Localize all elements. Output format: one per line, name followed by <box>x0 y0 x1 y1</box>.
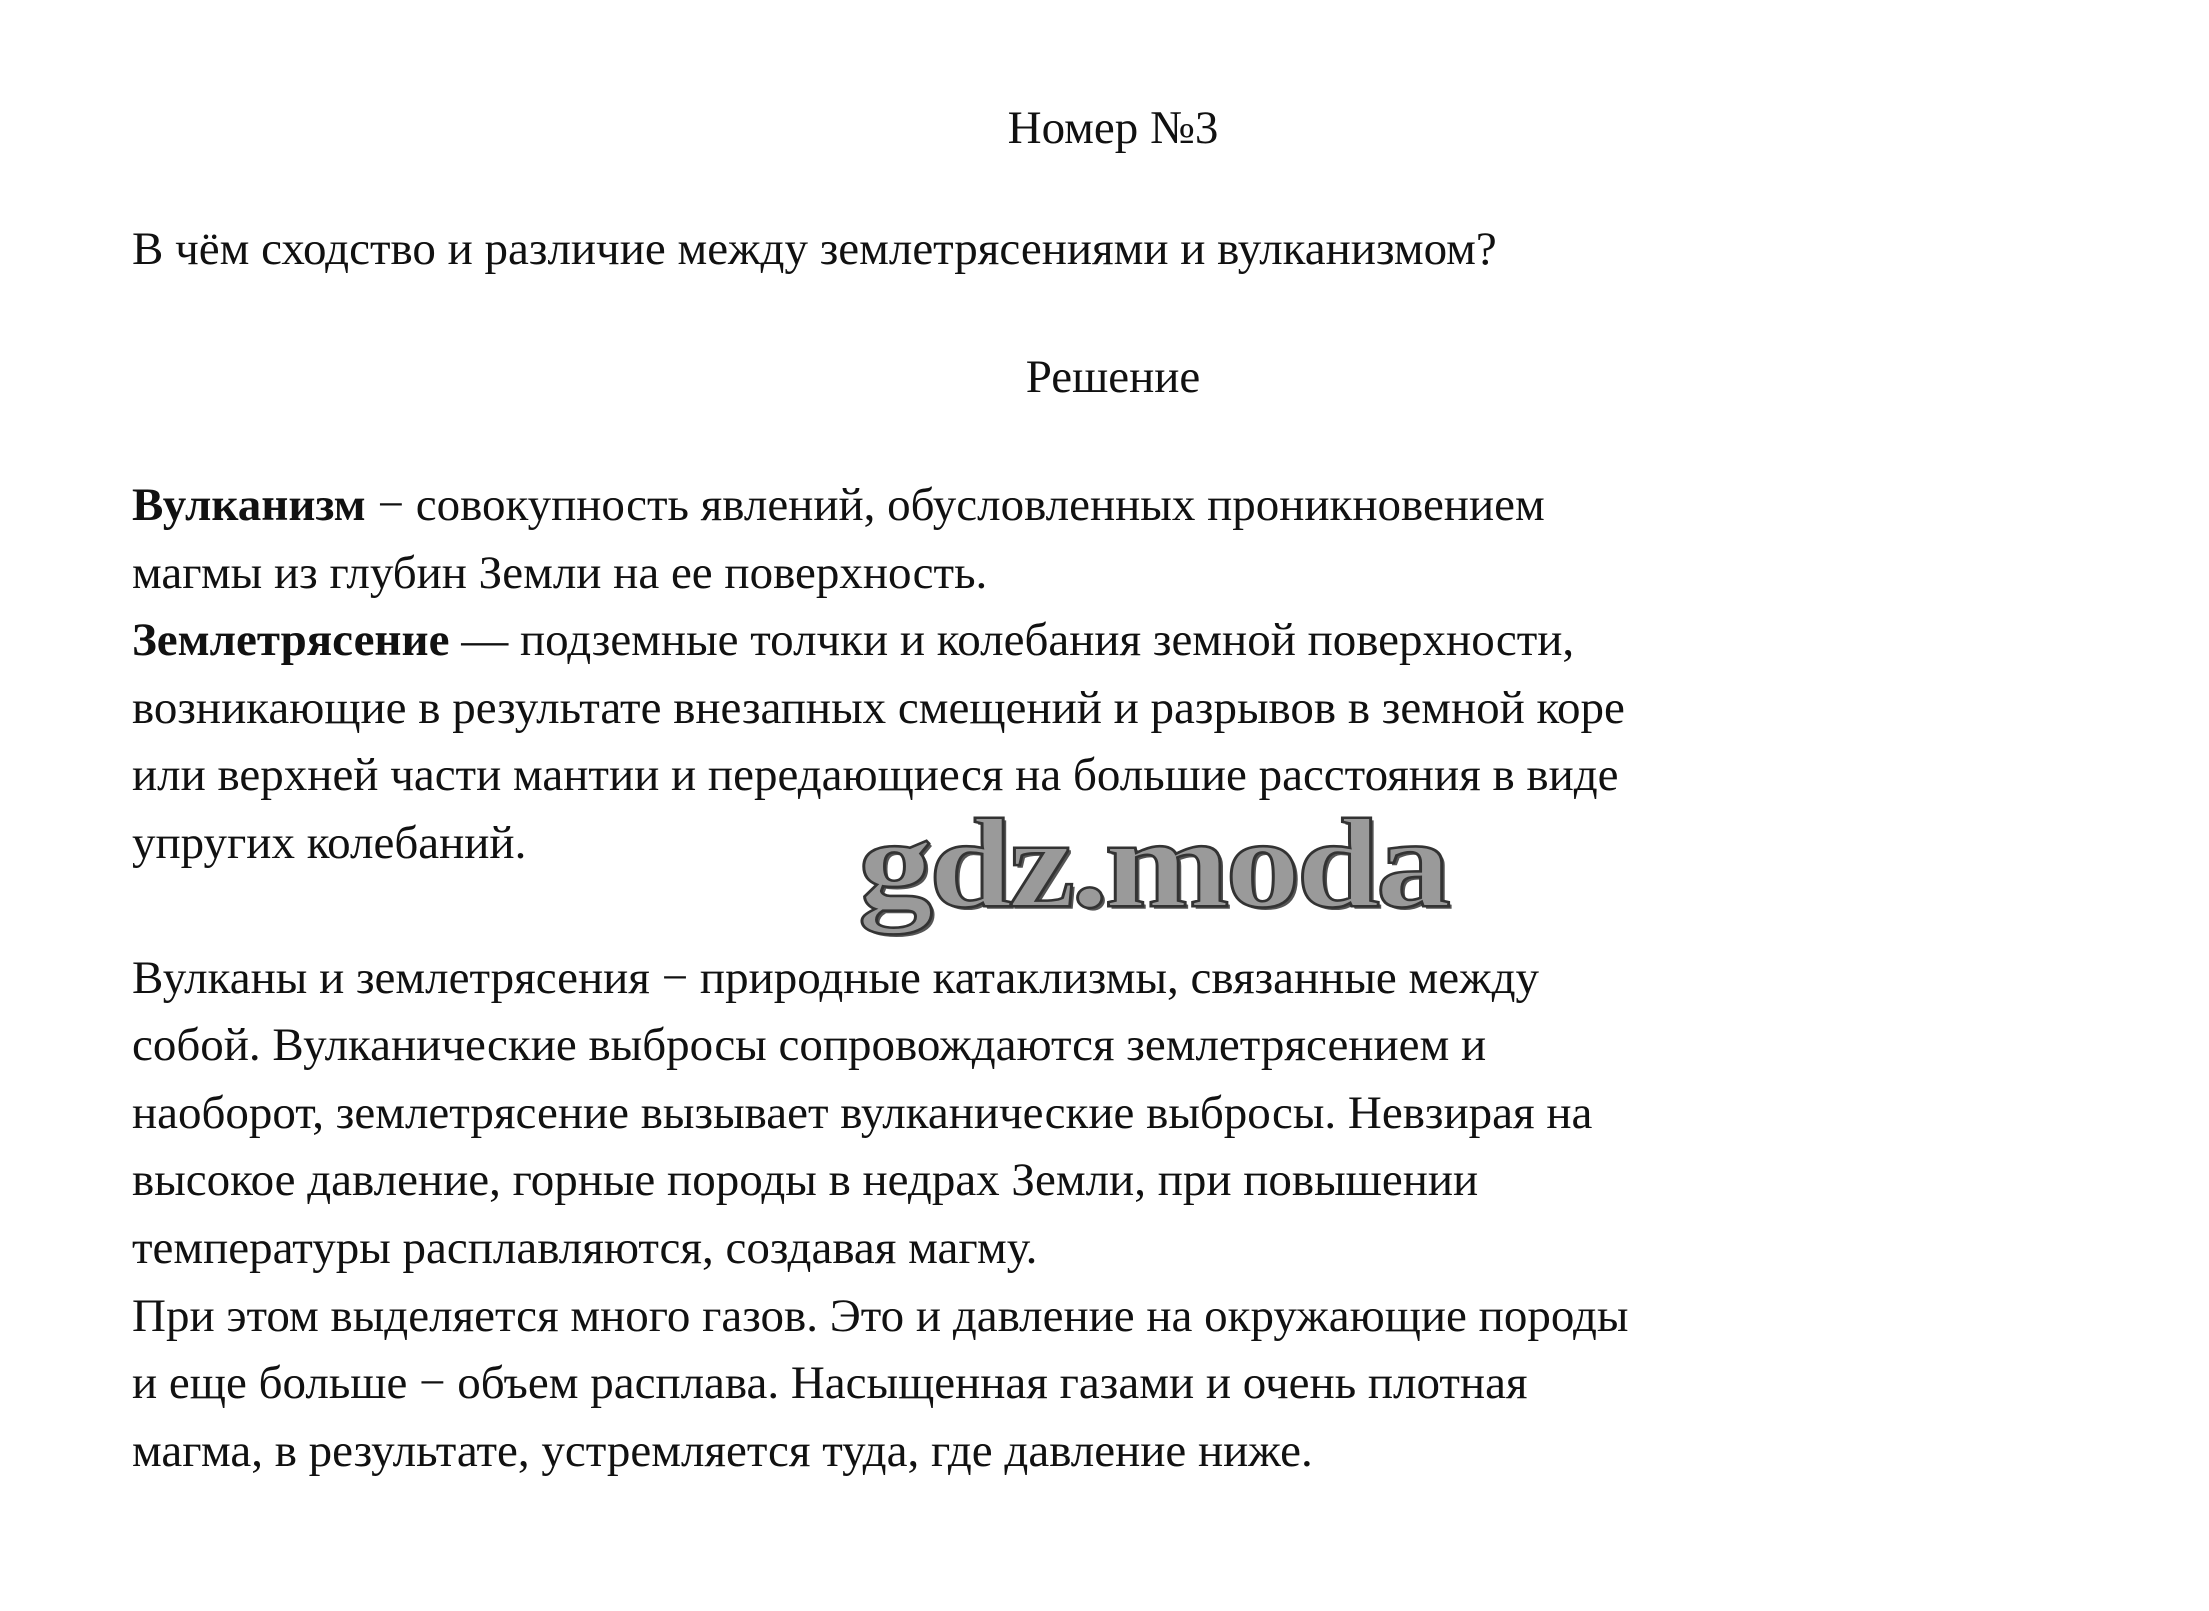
explanation-line: собой. Вулканические выбросы сопровождаются землетрясением и <box>132 1019 1487 1071</box>
explanation-line: и еще больше − объем расплава. Насыщенная газами и очень плотная <box>132 1357 1528 1409</box>
term: Вулканизм <box>132 479 366 531</box>
explanation-line: наоборот, землетрясение вызывает вулканические выбросы. Невзирая на <box>132 1087 1593 1139</box>
definition-text: − совокупность явлений, обусловленных проникновением <box>365 479 1545 531</box>
definition-earthquake <box>132 610 1574 670</box>
explanation-line: магма, в результате, устремляется туда, где давление ниже. <box>132 1425 1313 1477</box>
question: В чём сходство и различие между землетрясениями и вулканизмом? <box>132 223 1497 275</box>
watermark-logo: gdz.moda <box>858 793 1447 935</box>
definition-line: или верхней части мантии и передающиеся на большие расстояния в виде <box>132 749 1619 801</box>
definition-text: — подземные толчки и колебания земной поверхности, <box>449 614 1575 666</box>
definition-line: магмы из глубин Земли на ее поверхность. <box>132 547 988 599</box>
explanation-line: высокое давление, горные породы в недрах Земли, при повышении <box>132 1154 1479 1206</box>
definition-line: возникающие в результате внезапных смещений и разрывов в земной коре <box>132 682 1625 734</box>
solution-heading: Решение <box>1025 351 1201 403</box>
explanation-line: При этом выделяется много газов. Это и давление на окружающие породы <box>132 1290 1629 1342</box>
term: Землетрясение <box>132 614 450 666</box>
page-title: Номер №3 <box>1007 102 1219 154</box>
explanation-line: Вулканы и землетрясения − природные катаклизмы, связанные между <box>132 952 1539 1004</box>
definition-line: упругих колебаний. <box>132 817 527 869</box>
definition-volcanism <box>132 475 1545 535</box>
explanation-line: температуры расплавляются, создавая магму. <box>132 1222 1038 1274</box>
